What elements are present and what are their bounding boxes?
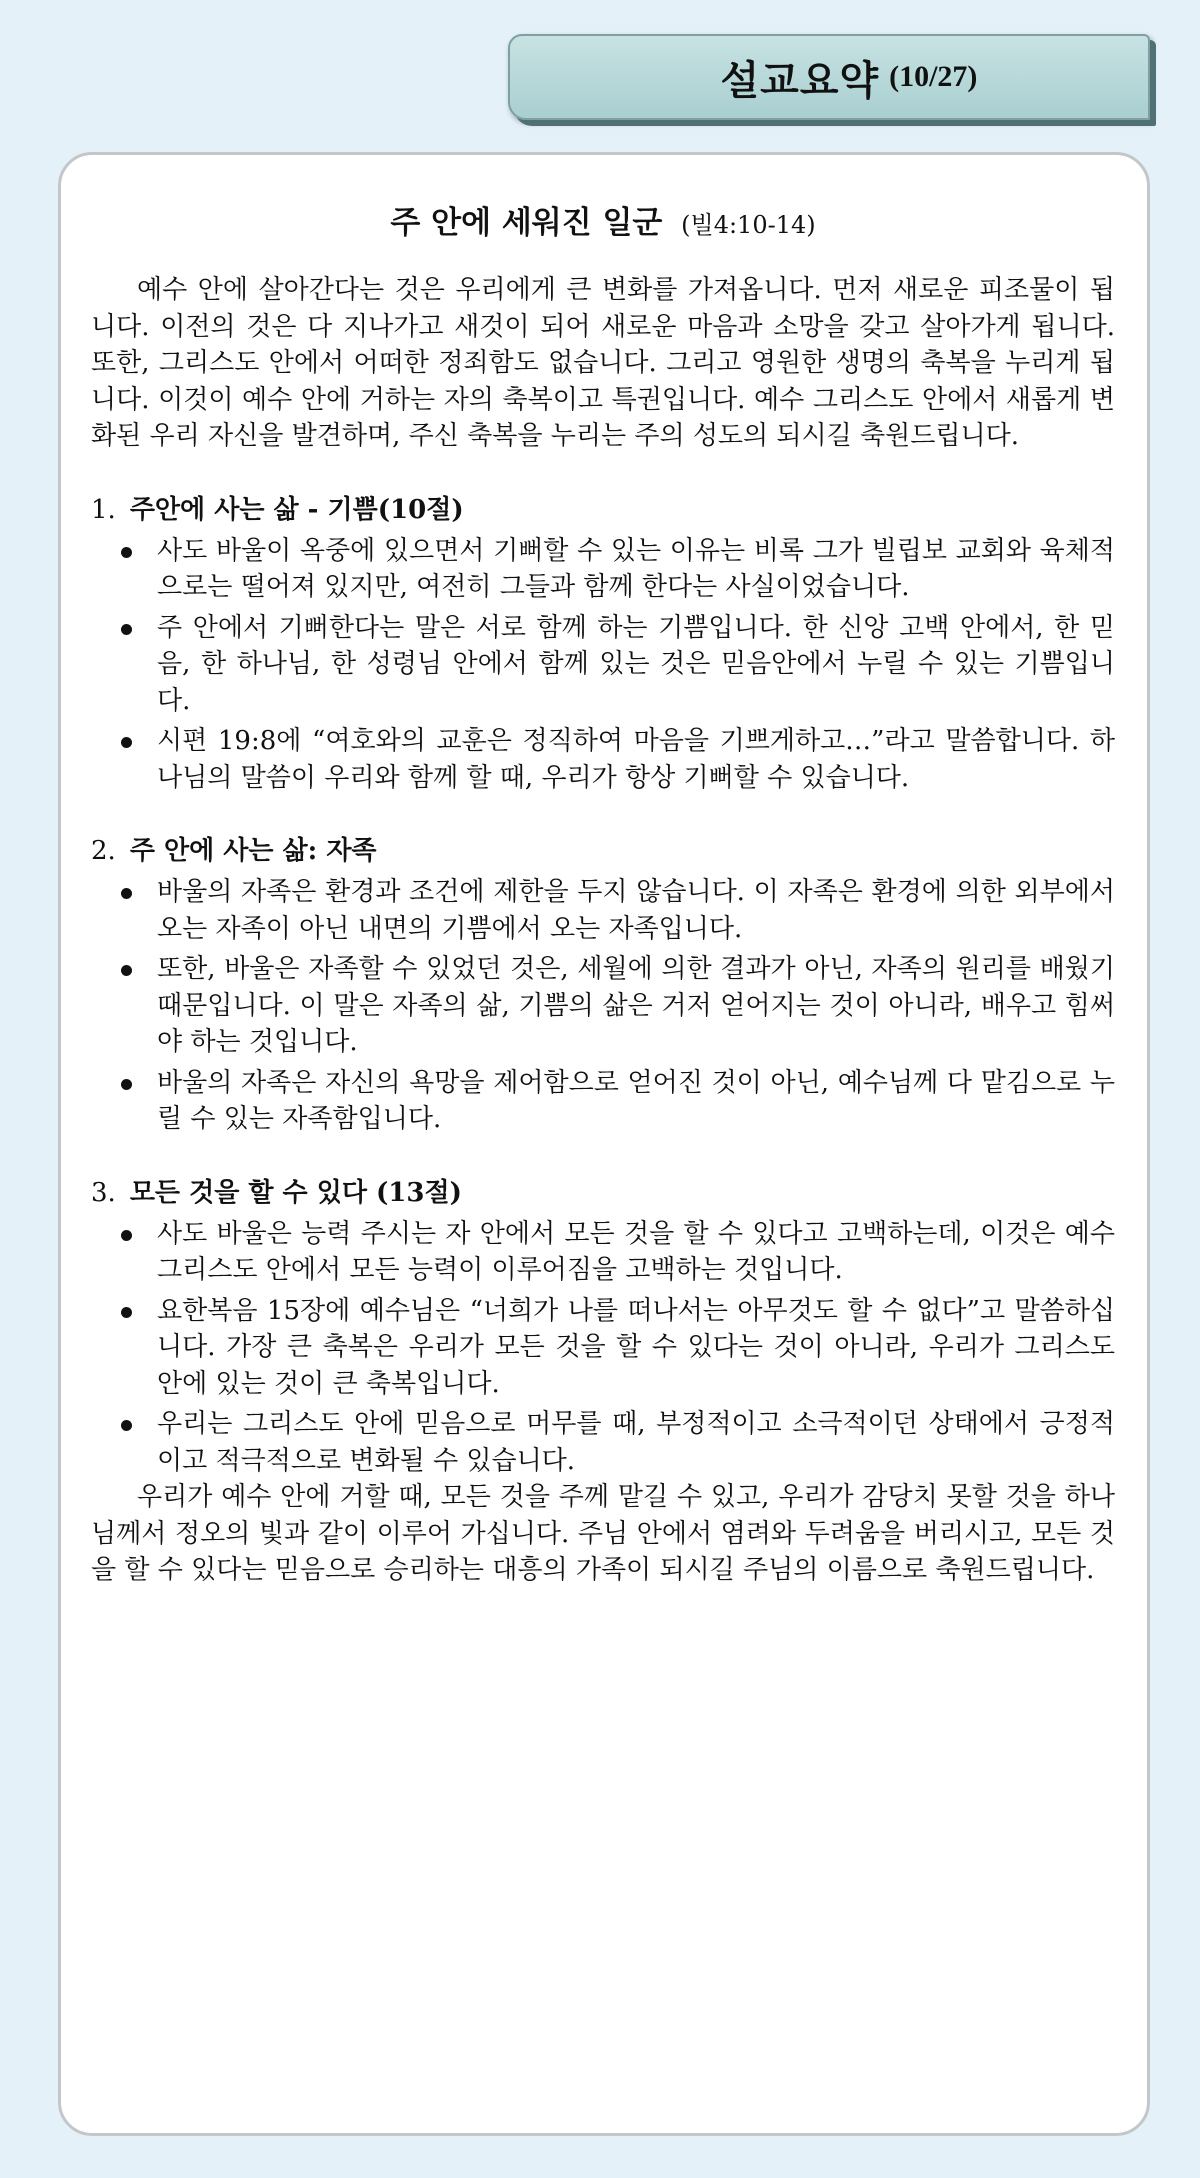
section-2 (91, 832, 1115, 1138)
list-item (91, 723, 1115, 796)
bullet-icon (121, 737, 132, 748)
section-1 (91, 491, 1115, 797)
bullet-icon (121, 547, 132, 558)
list-item (91, 533, 1115, 606)
sermon-card (58, 152, 1150, 2136)
section-number: 1. (91, 494, 116, 525)
point-text: 주 안에서 기뻐한다는 말은 서로 함께 하는 기쁨입니다. 한 신앙 고백 안에서, 한 믿음, 한 하나님, 한 성령님 안에서 함께 있는 것은 믿음안에서 누릴 수 있는 기쁨입니다. (157, 612, 1115, 716)
header-title: 설교요약 (720, 57, 880, 104)
bullet-icon (121, 624, 132, 635)
section-title: 주 안에 사는 삶: 자족 (129, 836, 377, 866)
scripture-reference: (빌4:10-14) (681, 211, 816, 239)
list-item (91, 610, 1115, 720)
list-item (91, 1065, 1115, 1138)
section-points (91, 1216, 1115, 1480)
bullet-icon (121, 1307, 132, 1318)
section-number: 3. (91, 1177, 116, 1208)
section-title: 모든 것을 할 수 있다 (13절) (129, 1177, 462, 1208)
section-heading (91, 1174, 1115, 1212)
header-tab (508, 34, 1150, 120)
point-text: 사도 바울이 옥중에 있으면서 기뻐할 수 있는 이유는 비록 그가 빌립보 교회와 육체적으로는 떨어져 있지만, 여전히 그들과 함께 한다는 사실이었습니다. (157, 535, 1115, 602)
bullet-icon (121, 1420, 132, 1431)
point-text: 바울의 자족은 자신의 욕망을 제어함으로 얻어진 것이 아닌, 예수님께 다 맡김으로 누릴 수 있는 자족함입니다. (157, 1067, 1115, 1134)
section-number: 2. (91, 836, 116, 866)
list-item (91, 1406, 1115, 1479)
bullet-icon (121, 965, 132, 976)
list-item (91, 1293, 1115, 1403)
point-text: 사도 바울은 능력 주시는 자 안에서 모든 것을 할 수 있다고 고백하는데, 이것은 예수 그리스도 안에서 모든 능력이 이루어짐을 고백하는 것입니다. (157, 1218, 1115, 1285)
intro-paragraph: 예수 안에 살아간다는 것은 우리에게 큰 변화를 가져옵니다. 먼저 새로운 피조물이 됩니다. 이전의 것은 다 지나가고 새것이 되어 새로운 마음과 소망을 갖고 살아가게 됩니다. 또한, 그리스도 안에서 어떠한 정죄함도 없습니다. 그리고 영원한 생명의 축복을 누리게 됩니다. 이것이 예수 안에 거하는 자의 축복이고 특권입니다. 예수 그리스도 안에서 새롭게 변화된 우리 자신을 발견하며, 주신 축복을 누리는 주의 성도의 되시길 축원드립니다. (91, 275, 1115, 451)
header-date: (10/27) (889, 60, 978, 93)
bullet-icon (121, 888, 132, 899)
list-item (91, 874, 1115, 947)
section-points (91, 533, 1115, 797)
list-item (91, 951, 1115, 1061)
closing-paragraph: 우리가 예수 안에 거할 때, 모든 것을 주께 맡길 수 있고, 우리가 감당치 못할 것을 하나님께서 정오의 빛과 같이 이루어 가십니다. 주님 안에서 염려와 두려움을 버리시고, 모든 것을 할 수 있다는 믿음으로 승리하는 대흥의 가족이 되시길 주님의 이름으로 축원드립니다. (91, 1482, 1115, 1585)
bullet-icon (121, 1230, 132, 1241)
section-heading (91, 491, 1115, 529)
point-text: 우리는 그리스도 안에 믿음으로 머무를 때, 부정적이고 소극적이던 상태에서 긍정적이고 적극적으로 변화될 수 있습니다. (157, 1409, 1115, 1476)
point-text: 시편 19:8에 “여호와의 교훈은 정직하여 마음을 기쁘게하고…”라고 말씀합니다. 하나님의 말씀이 우리와 함께 할 때, 우리가 항상 기뻐할 수 있습니다. (157, 726, 1115, 793)
point-text: 바울의 자족은 환경과 조건에 제한을 두지 않습니다. 이 자족은 환경에 의한 외부에서 오는 자족이 아닌 내면의 기쁨에서 오는 자족입니다. (157, 877, 1115, 944)
section-points (91, 874, 1115, 1138)
sermon-title (91, 197, 1115, 242)
point-text: 요한복음 15장에 예수님은 “너희가 나를 떠나서는 아무것도 할 수 없다”고 말씀하십니다. 가장 큰 축복은 우리가 모든 것을 할 수 있다는 것이 아니라, 우리가 그리스도 안에 있는 것이 큰 축복입니다. (157, 1295, 1115, 1399)
sermon-content (91, 191, 1115, 1589)
section-heading (91, 832, 1115, 870)
section-3 (91, 1174, 1115, 1480)
sermon-title-text: 주 안에 세워진 일군 (390, 205, 663, 241)
point-text: 또한, 바울은 자족할 수 있었던 것은, 세월에 의한 결과가 아닌, 자족의 원리를 배웠기 때문입니다. 이 말은 자족의 삶, 기쁨의 삶은 거저 얻어지는 것이 아니라, 배우고 힘써야 하는 것입니다. (157, 954, 1115, 1057)
section-title: 주안에 사는 삶 - 기쁨(10절) (129, 494, 464, 525)
bullet-icon (121, 1079, 132, 1090)
list-item (91, 1216, 1115, 1289)
